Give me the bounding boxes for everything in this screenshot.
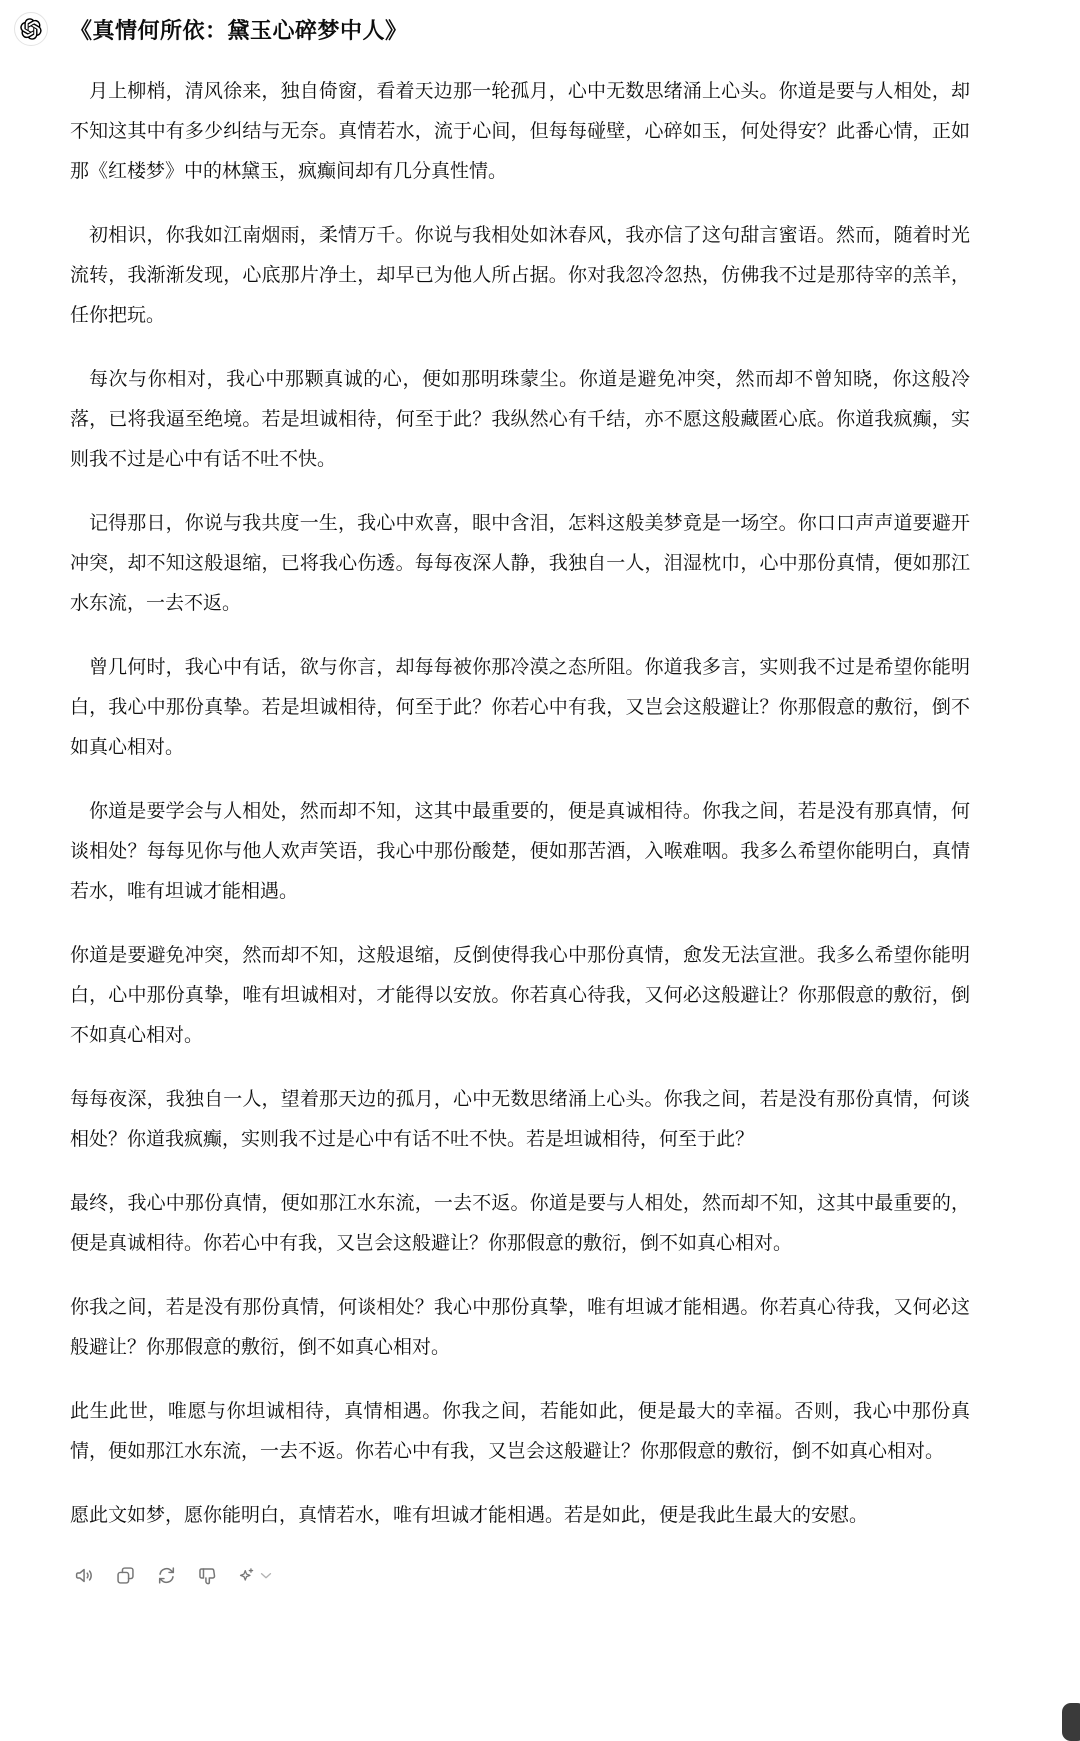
sparkle-icon: [237, 1565, 255, 1586]
paragraph-2: 初相识，你我如江南烟雨，柔情万千。你说与我相处如沐春风，我亦信了这句甜言蜜语。然而，随着时光流转，我渐渐发现，心底那片净土，却早已为他人所占据。你对我忽冷忽热，仿佛我不过是那待宰的羔羊，任你把玩。: [70, 225, 970, 326]
paragraph-9: 最终，我心中那份真情，便如那江水东流，一去不返。你道是要与人相处，然而却不知，这其中最重要的，便是真诚相待。你若心中有我，又岂会这般避让？你那假意的敷衍，倒不如真心相对。: [70, 1193, 970, 1254]
paragraph-5: 曾几何时，我心中有话，欲与你言，却每每被你那冷漠之态所阻。你道我多言，实则我不过是希望你能明白，我心中那份真挚。若是坦诚相待，何至于此？你若心中有我，又岂会这般避让？你那假意的敷衍，倒不如真心相对。: [70, 657, 970, 758]
copy-button[interactable]: [111, 1561, 139, 1589]
switch-model-button[interactable]: [234, 1561, 278, 1589]
chevron-down-icon: [257, 1565, 275, 1586]
thumbs-down-button[interactable]: [193, 1561, 221, 1589]
paragraph-10: 你我之间，若是没有那份真情，何谈相处？我心中那份真挚，唯有坦诚才能相遇。你若真心待我，又何必这般避让？你那假意的敷衍，倒不如真心相对。: [70, 1297, 970, 1358]
paragraph-8: 每每夜深，我独自一人，望着那天边的孤月，心中无数思绪涌上心头。你我之间，若是没有那份真情，何谈相处？你道我疯癫，实则我不过是心中有话不吐不快。若是坦诚相待，何至于此？: [70, 1089, 970, 1150]
regenerate-button[interactable]: [152, 1561, 180, 1589]
regenerate-icon: [156, 1565, 177, 1586]
message-title: 《真情何所依：黛玉心碎梦中人》: [70, 18, 408, 43]
paragraph-6: 你道是要学会与人相处，然而却不知，这其中最重要的，便是真诚相待。你我之间，若是没有那真情，何谈相处？每每见你与他人欢声笑语，我心中那份酸楚，便如那苦酒，入喉难咽。我多么希望你能明白，真情若水，唯有坦诚才能相遇。: [70, 801, 970, 902]
paragraph-7: 你道是要避免冲突，然而却不知，这般退缩，反倒使得我心中那份真情，愈发无法宣泄。我多么希望你能明白，心中那份真挚，唯有坦诚相对，才能得以安放。你若真心待我，又何必这般避让？你那假意的敷衍，倒不如真心相对。: [70, 945, 970, 1046]
paragraph-12: 愿此文如梦，愿你能明白，真情若水，唯有坦诚才能相遇。若是如此，便是我此生最大的安慰。: [70, 1505, 869, 1526]
paragraph-3: 每次与你相对，我心中那颗真诚的心，便如那明珠蒙尘。你道是避免冲突，然而却不曾知晓，你这般冷落，已将我逼至绝境。若是坦诚相待，何至于此？我纵然心有千结，亦不愿这般藏匿心底。你道我疯癫，实则我不过是心中有话不吐不快。: [70, 369, 970, 470]
assistant-avatar: [14, 12, 48, 46]
message-action-toolbar: [70, 1560, 970, 1590]
paragraph-4: 记得那日，你说与我共度一生，我心中欢喜，眼中含泪，怎料这般美梦竟是一场空。你口口声声道要避开冲突，却不知这般退缩，已将我心伤透。每每夜深人静，我独自一人，泪湿枕巾，心中那份真情，便如那江水东流，一去不返。: [70, 513, 970, 614]
paragraph-1: 月上柳梢，清风徐来，独自倚窗，看着天边那一轮孤月，心中无数思绪涌上心头。你道是要与人相处，却不知这其中有多少纠结与无奈。真情若水，流于心间，但每每碰壁，心碎如玉，何处得安？此番心情，正如那《红楼梦》中的林黛玉，疯癫间却有几分真性情。: [70, 81, 970, 182]
openai-logo-icon: [20, 18, 42, 40]
speaker-icon: [74, 1565, 95, 1586]
read-aloud-button[interactable]: [70, 1561, 98, 1589]
assistant-message: [70, 16, 970, 1590]
corner-dark-widget[interactable]: [1062, 1703, 1080, 1741]
copy-icon: [115, 1565, 136, 1586]
message-body: [70, 72, 970, 1536]
thumbs-down-icon: [197, 1565, 218, 1586]
paragraph-11: 此生此世，唯愿与你坦诚相待，真情相遇。你我之间，若能如此，便是最大的幸福。否则，我心中那份真情，便如那江水东流，一去不返。你若心中有我，又岂会这般避让？你那假意的敷衍，倒不如真心相对。: [70, 1401, 970, 1462]
